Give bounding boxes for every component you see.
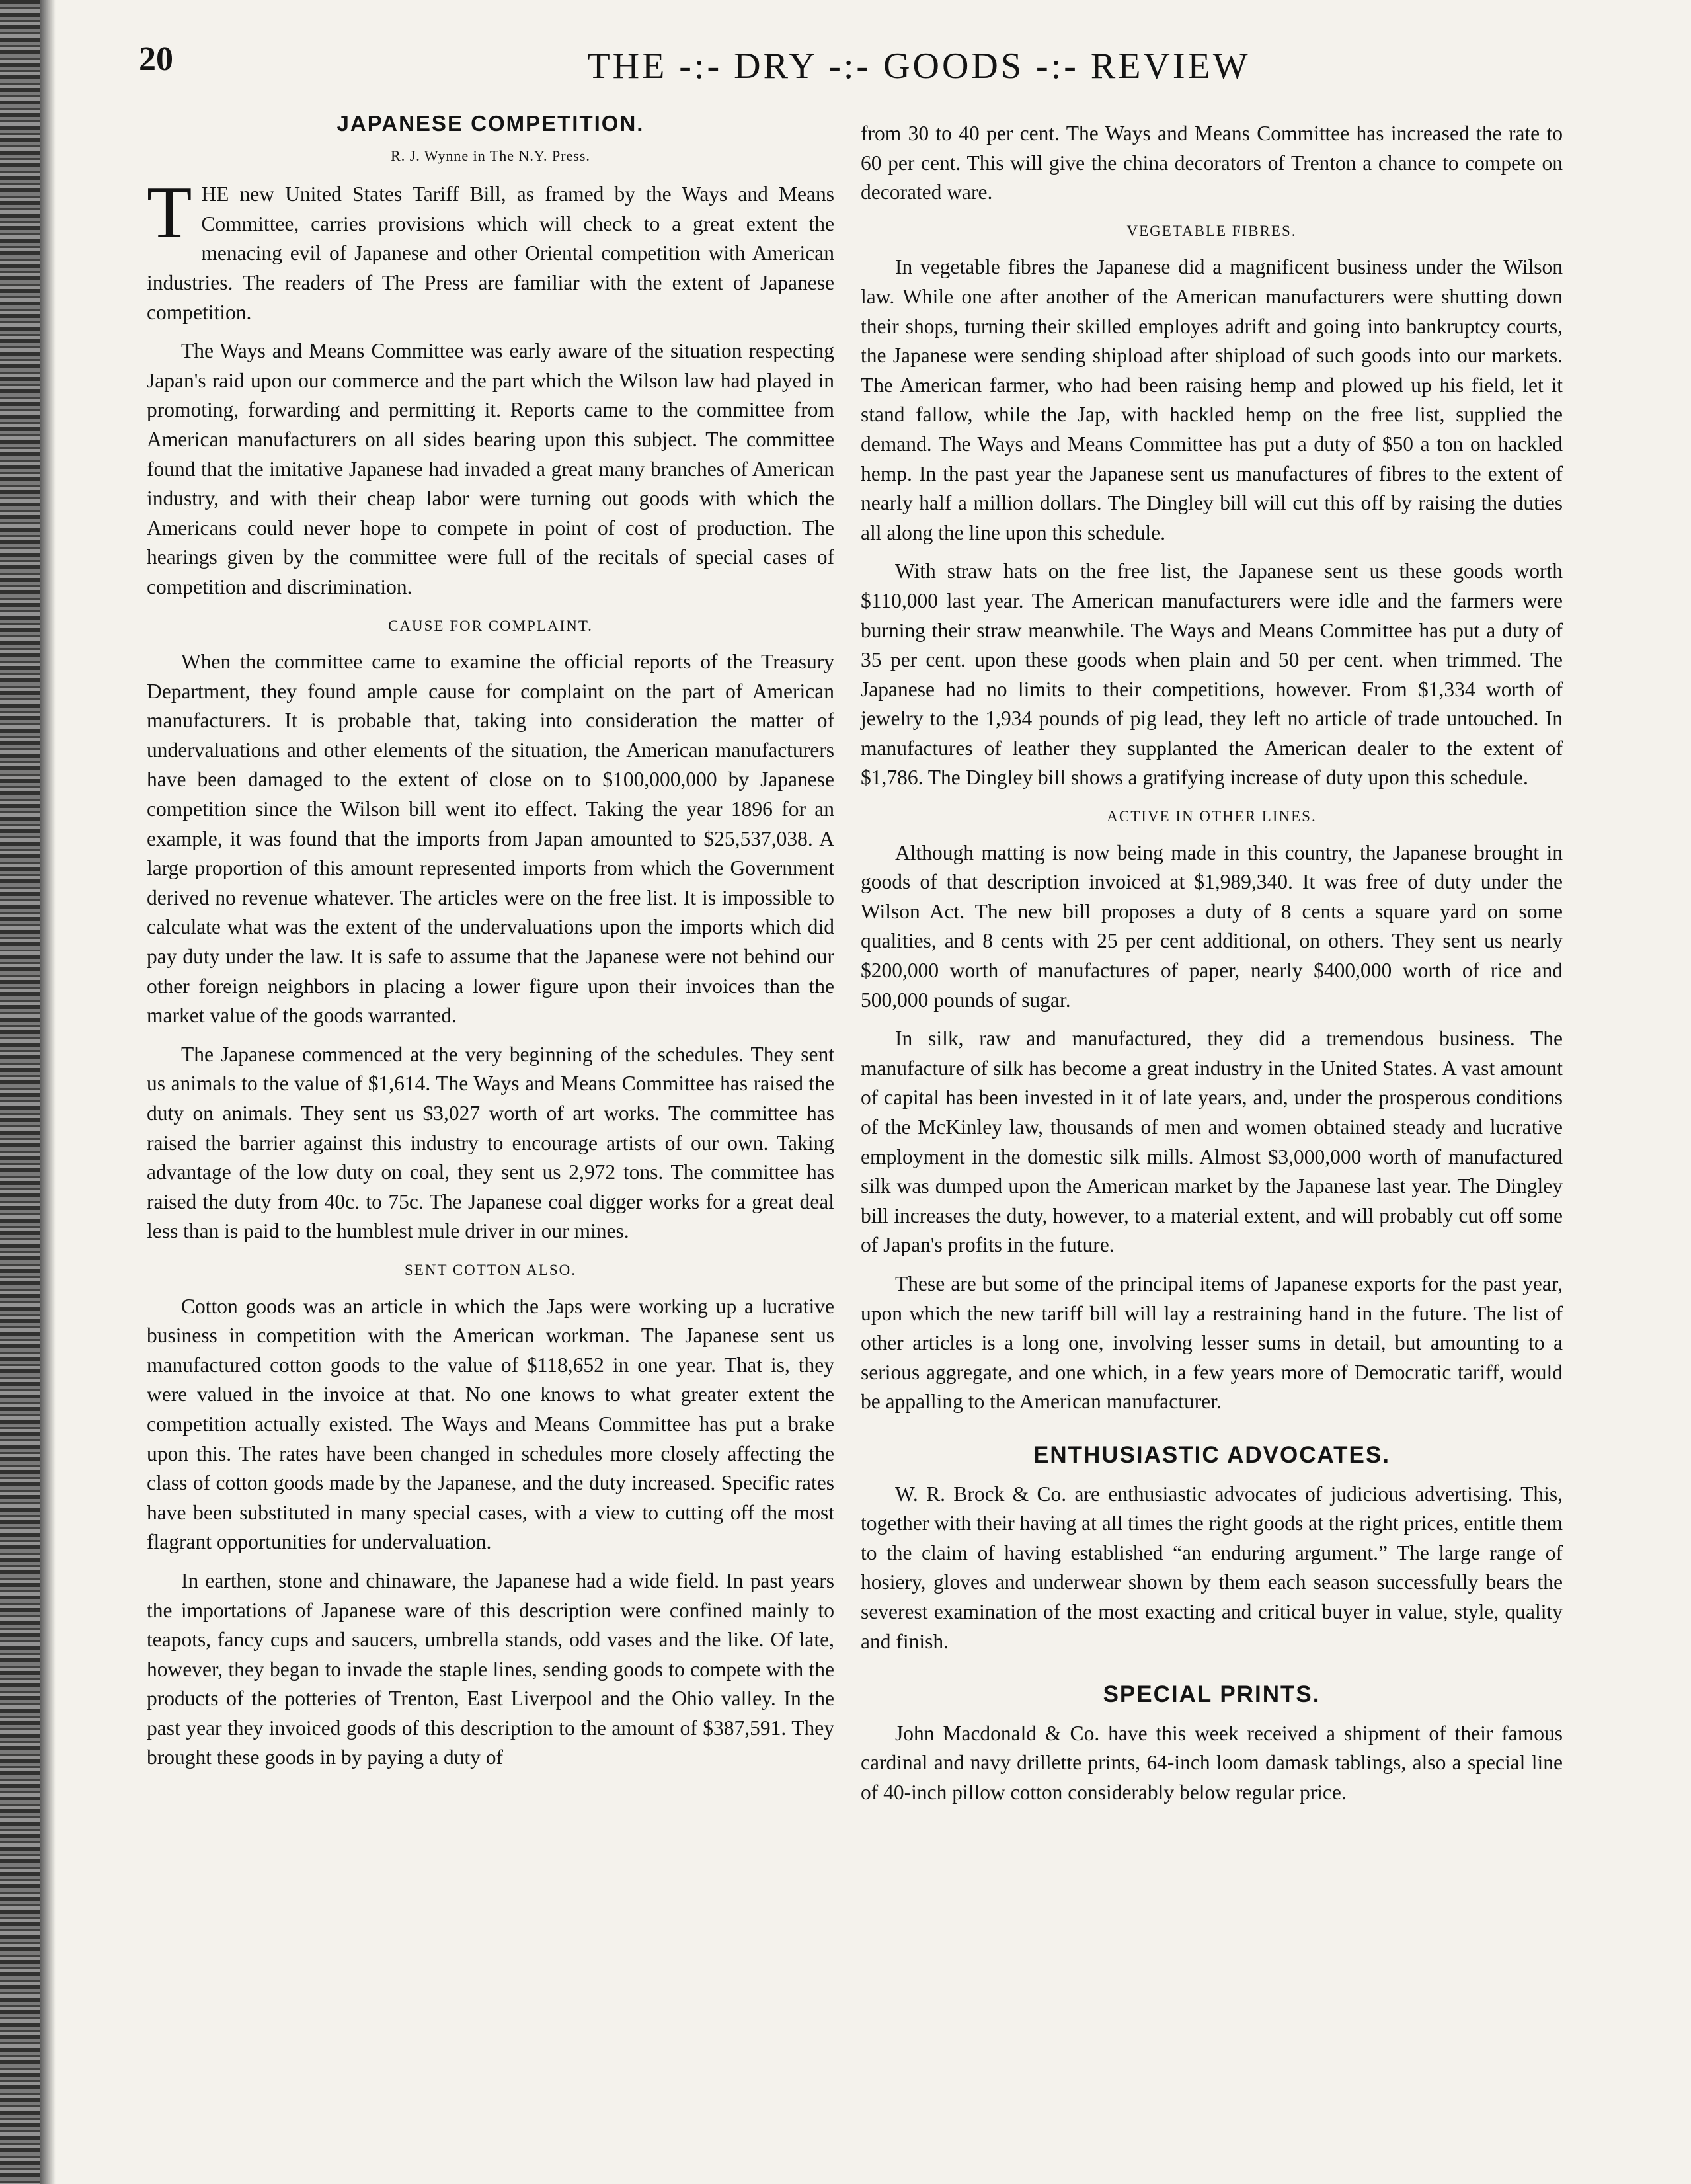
- intro-text: HE new United States Tariff Bill, as framed by the Ways and Means Committee, carries provisions which will check to a great extent the menacing evil of Japanese and other Oriental competition with American industries. The readers of The Press are familiar with the extent of Japanese competition.: [147, 182, 834, 324]
- subhead-vegetable-fibres: VEGETABLE FIBRES.: [1126, 222, 1297, 239]
- article-title-special-prints: SPECIAL PRINTS.: [1103, 1681, 1321, 1708]
- drop-cap: T: [147, 172, 192, 255]
- paragraph: John Macdonald & Co. have this week received a shipment of their famous cardinal and navy drillette prints, 64-inch loom damask tablings, also a special line of 40-inch pillow cotton considerably below regular price.: [861, 1721, 1563, 1804]
- page-binding-edge: [0, 0, 40, 2184]
- binding-shadow: [40, 0, 56, 2184]
- paragraph: The Ways and Means Committee was early aware of the situation respecting Japan's raid upon our commerce and the part which the Wilson law had played in promoting, forwarding and permitting it. Reports came to the committee from American manufacturers on all sides bearing upon this subject. The committee found that the imitative Japanese had invaded a great many branches of American industry, and with their cheap labor were turning out goods with which the Americans could never hope to compete in point of cost of production. The hearings given by the committee were full of the recitals of special cases of competition and discrimination.: [147, 339, 834, 598]
- paragraph-continued: from 30 to 40 per cent. The Ways and Means Committee has increased the rate to 60 per cent. This will give the china decorators of Trenton a chance to compete on decorated ware.: [861, 122, 1563, 204]
- paragraph: When the committee came to examine the official reports of the Treasury Department, they found ample cause for complaint on the part of American manufacturers. It is probable that, taking into consideration the matter of undervaluations and other elements of the situation, the American manufacturers have been damaged to the extent of close on to $100,000,000 by Japanese competition since the Wilson bill went ito effect. Taking the year 1896 for an example, it was found that the imports from Japan amounted to $25,537,038. A large proportion of this amount represented imports from which the Government derived no revenue whatever. The articles were on the free list. It is impossible to calculate what was the extent of the undervaluations upon the imports which did pay duty under the law. It is safe to assume that the Japanese were not behind our other foreign neighbors in placing a lower figure upon their invoices than the market value of the goods warranted.: [147, 650, 834, 1028]
- subhead-sent-cotton-also: SENT COTTON ALSO.: [405, 1261, 576, 1278]
- paragraph: In vegetable fibres the Japanese did a magnificent business under the Wilson law. While one after another of the American manufacturers were shutting down their shops, turning their skilled employes adrift and going into bankruptcy courts, the Japanese were sending shipload after shipload of such goods into our markets. The American farmer, who had been raising hemp and plowed up his field, let it stand fallow, while the Jap, with hackled hemp on the free list, supplied the demand. The Ways and Means Committee has put a duty of $50 a ton on hackled hemp. In the past year the Japanese sent us manufactures of fibres to the extent of nearly half a million dollars. The Dingley bill will cut this off by raising the duties all along the line upon this schedule.: [861, 255, 1563, 544]
- right-column: [861, 119, 1563, 1816]
- left-column: [147, 109, 834, 1782]
- paragraph: Although matting is now being made in this country, the Japanese brought in goods of that description invoiced at $1,989,340. It was free of duty under the Wilson Act. The new bill proposes a duty of 8 cents a square yard on some qualities, and 8 cents with 25 per cent additional, on others. They sent us nearly $200,000 worth of manufactures of paper, nearly $400,000 worth of rice and 500,000 pounds of sugar.: [861, 840, 1563, 1012]
- paragraph: In earthen, stone and chinaware, the Japanese had a wide field. In past years the importations of Japanese ware of this description were confined mainly to teapots, fancy cups and saucers, umbrella stands, odd vases and the like. Of late, however, they began to invade the staple lines, sending goods to compete with the products of the potteries of Trenton, East Liverpool and the Ohio valley. In the past year they invoiced goods of this description to the amount of $387,591. They brought these goods in by paying a duty of: [147, 1568, 834, 1769]
- paragraph: W. R. Brock & Co. are enthusiastic advocates of judicious advertising. This, together with their having at all times the right goods at the right prices, entitle them to the claim of having established “an enduring argument.” The large range of hosiery, gloves and underwear shown by them each season successfully bears the severest examination of the most exacting and critical buyer in value, style, quality and finish.: [861, 1482, 1563, 1653]
- masthead: THE -:- DRY -:- GOODS -:- REVIEW: [587, 46, 1251, 87]
- paragraph: Cotton goods was an article in which the Japs were working up a lucrative business in competition with the American workman. The Japanese sent us manufactured cotton goods to the value of $118,652 in one year. That is, they were valued in the invoice at that. No one knows to what greater extent the competition actually existed. The Ways and Means Committee has put a brake upon this. The rates have been changed in schedules more closely affecting the class of cotton goods made by the Japanese, and the duty increased. Specific rates have been substituted in many special cases, with a view to cutting off the most flagrant opportunities for undervaluation.: [147, 1294, 834, 1554]
- paragraph: In silk, raw and manufactured, they did a tremendous business. The manufacture of silk has become a great industry in the United States. A vast amount of capital has been invested in it of late years, and, under the prosperous conditions of the McKinley law, thousands of men and women obtained steady and lucrative employment in the domestic silk mills. Almost $3,000,000 worth of manufactured silk was dumped upon the American market by the Japanese last year. The Dingley bill increases the duty, however, to a material extent, and will probably cut off some of Japan's profits in the future.: [861, 1027, 1563, 1257]
- intro-paragraph: [147, 172, 834, 327]
- paragraph: The Japanese commenced at the very beginning of the schedules. They sent us animals to the value of $1,614. The Ways and Means Committee has raised the duty on animals. They sent us $3,027 worth of art works. The committee has raised the barrier against this industry to encourage artists of our own. Taking advantage of the low duty on coal, they sent us 2,972 tons. The committee has raised the duty from 40c. to 75c. The Japanese coal digger works for a great deal less than is paid to the humblest mule driver in our mines.: [147, 1042, 834, 1243]
- page-number: 20: [139, 40, 173, 78]
- paragraph: These are but some of the principal items of Japanese exports for the past year, upon which the new tariff bill will lay a restraining hand in the future. The list of other articles is a long one, involving lesser sums in detail, but amounting to a serious aggregate, and one which, in a few years more of Democratic tariff, would be appalling to the American manufacturer.: [861, 1272, 1563, 1414]
- subhead-active-in-other-lines: ACTIVE IN OTHER LINES.: [1107, 808, 1317, 825]
- subhead-cause-for-complaint: CAUSE FOR COMPLAINT.: [388, 617, 593, 634]
- article-byline: R. J. Wynne in The N.Y. Press.: [391, 147, 590, 164]
- paragraph: With straw hats on the free list, the Japanese sent us these goods worth $110,000 last year. The American manufacturers were idle and the farmers were burning their straw meanwhile. The Ways and Means Committee has put a duty of 35 per cent. upon these goods when plain and 50 per cent. when trimmed. The Japanese had no limits to their competitions, however. From $1,334 worth of jewelry to the 1,934 pounds of pig lead, they left no article of trade untouched. In manufactures of leather they supplanted the American dealer to the extent of $1,786. The Dingley bill shows a gratifying increase of duty upon this schedule.: [861, 559, 1563, 789]
- article-title-enthusiastic-advocates: ENTHUSIASTIC ADVOCATES.: [1033, 1441, 1390, 1468]
- article-title-japanese-competition: JAPANESE COMPETITION.: [336, 111, 645, 136]
